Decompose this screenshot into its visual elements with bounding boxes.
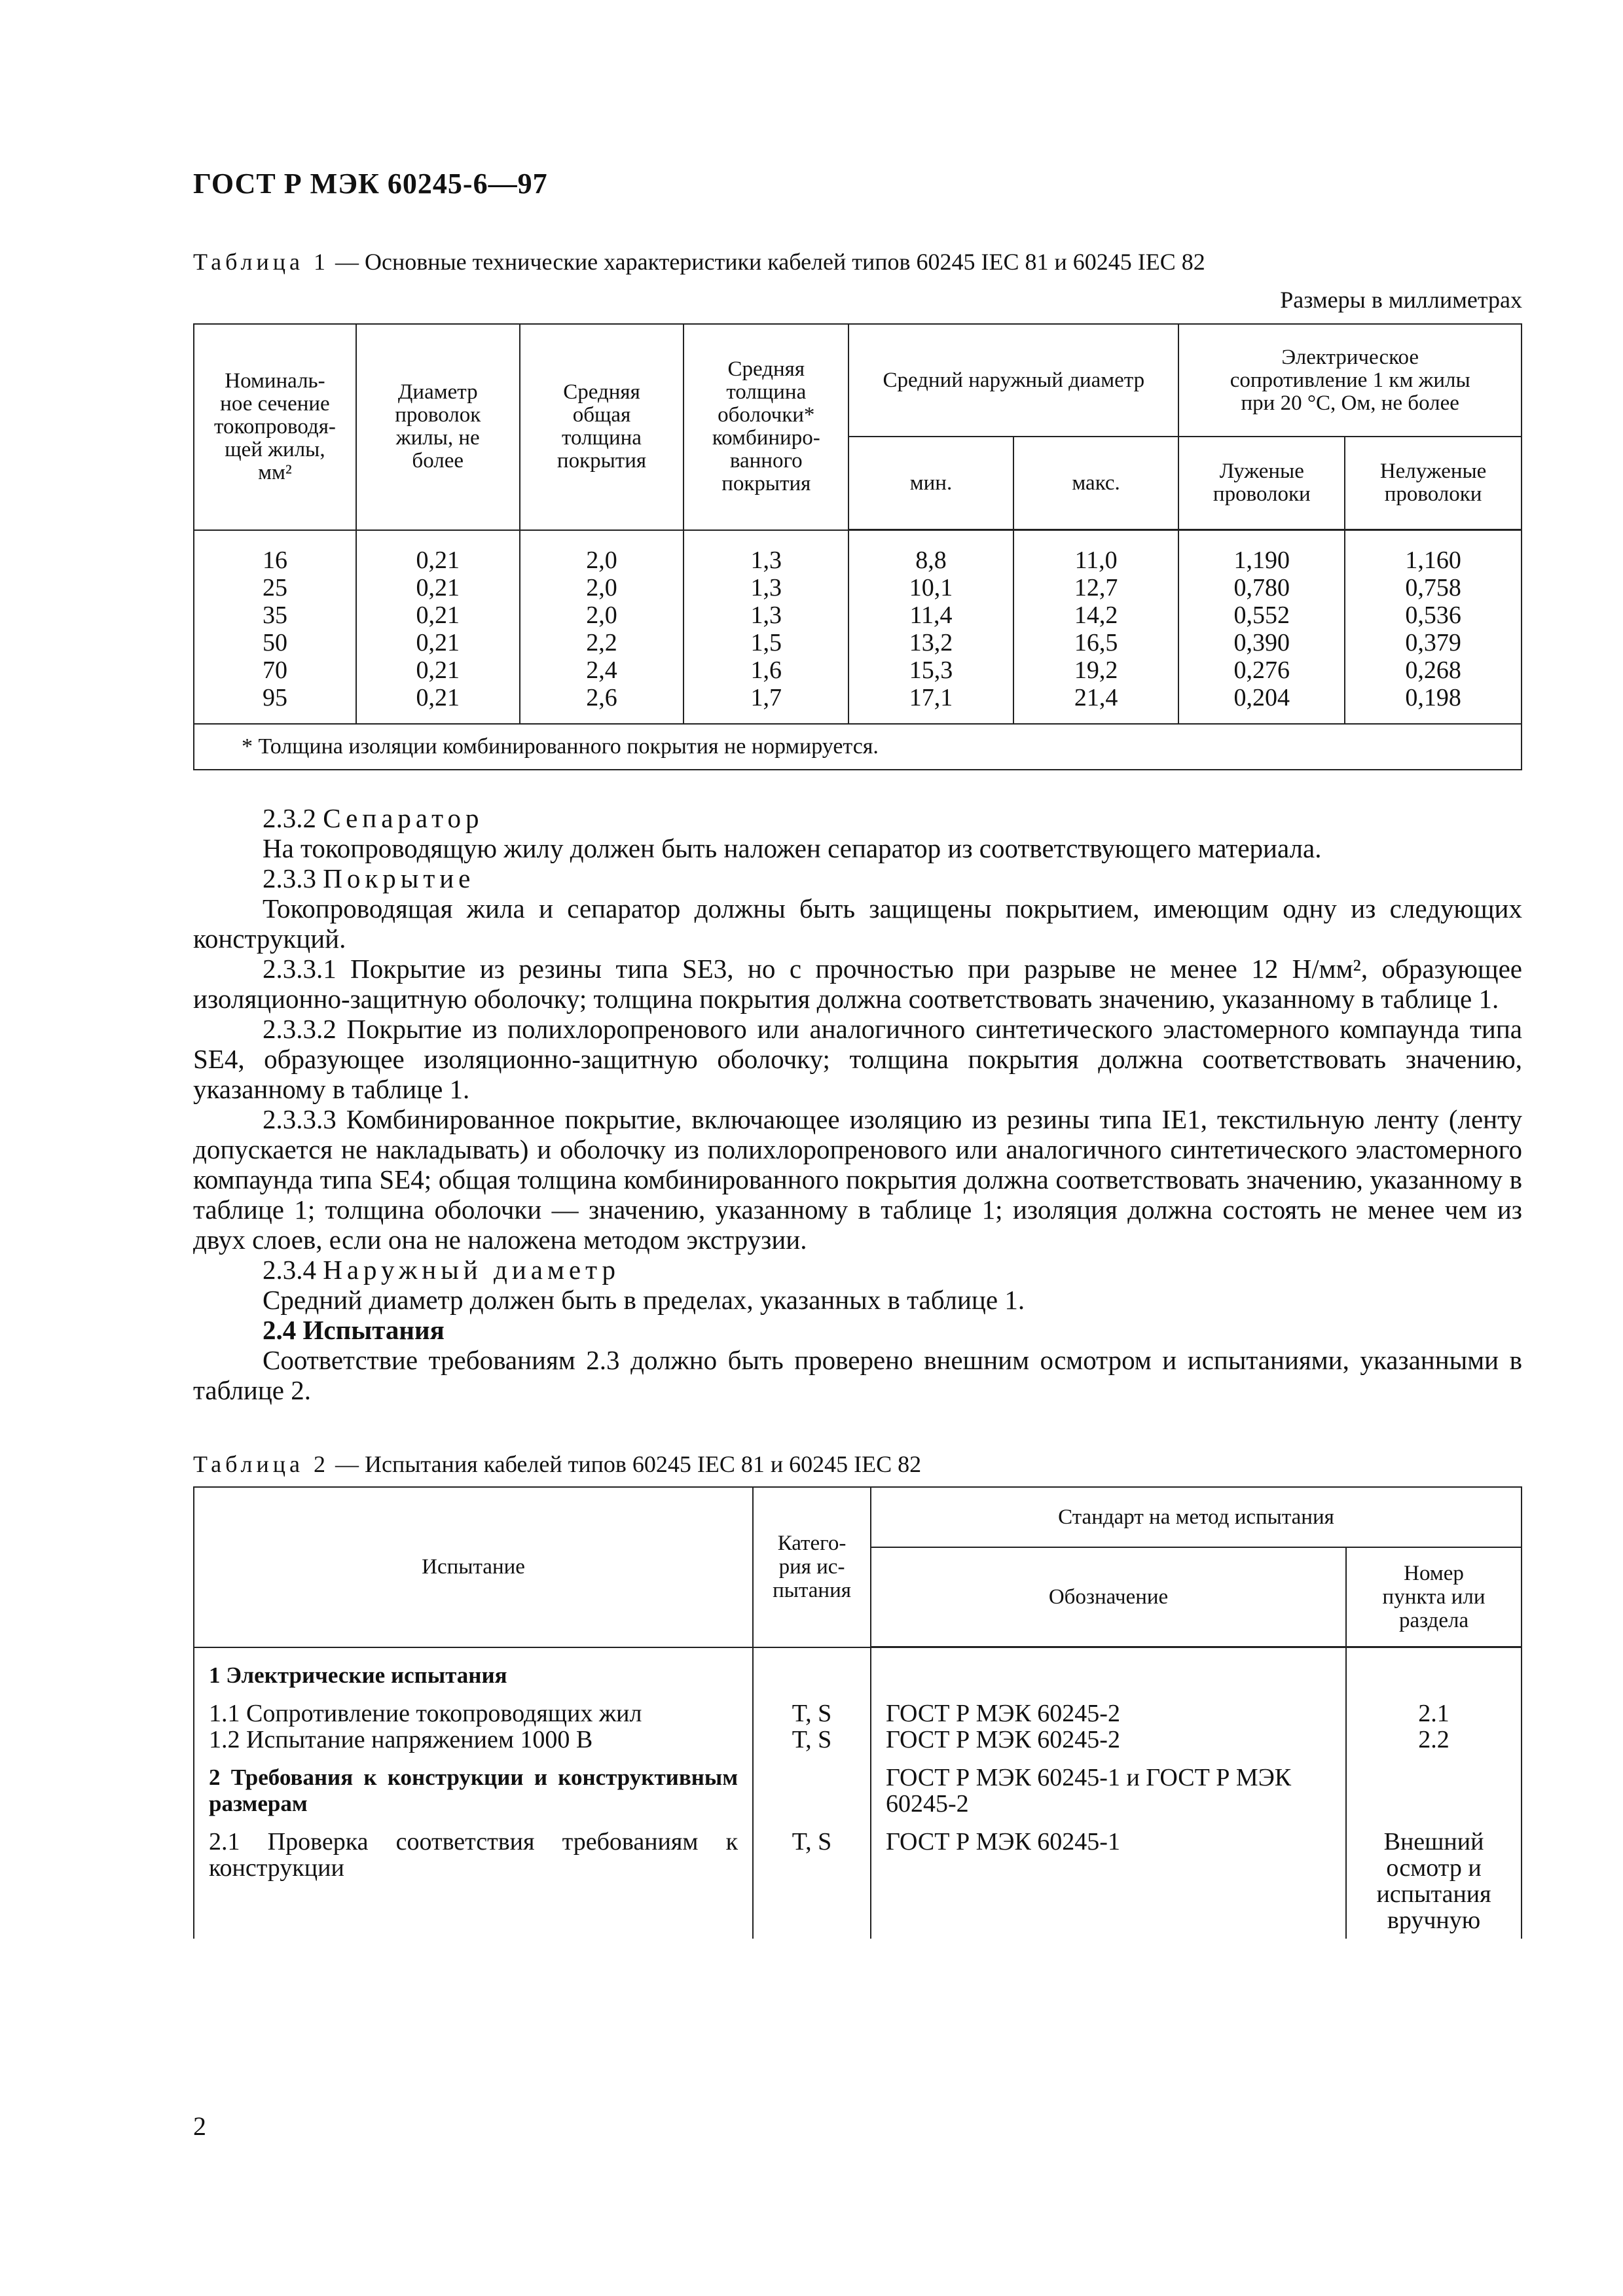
table-cell: 25 xyxy=(194,574,356,601)
table-row xyxy=(194,684,1522,724)
table-cell: 2,0 xyxy=(520,601,684,629)
table-cell: 11,4 xyxy=(848,601,1013,629)
table-cell: 0,21 xyxy=(356,629,520,656)
table-cell: 70 xyxy=(194,656,356,684)
table-cell: 17,1 xyxy=(848,684,1013,724)
table-row xyxy=(194,1700,1522,1727)
category-2-1: T, S xyxy=(753,1829,871,1939)
table-cell: 0,552 xyxy=(1178,601,1345,629)
table-cell: 0,204 xyxy=(1178,684,1345,724)
table-cell: 35 xyxy=(194,601,356,629)
section-2-4-text: Соответствие требованиям 2.3 должно быть проверено внешним осмотром и испытаниями, указанными в таблице 2. xyxy=(193,1345,1522,1405)
table-cell: 2,4 xyxy=(520,656,684,684)
table-cell: 0,21 xyxy=(356,684,520,724)
section-number: 2.3.3 xyxy=(263,863,316,893)
test-2-1: 2.1 Проверка соответствия требованиям к конструкции xyxy=(194,1829,753,1939)
table-cell xyxy=(753,1647,871,1700)
table1-caption xyxy=(193,247,1522,276)
table-cell: 21,4 xyxy=(1013,684,1179,724)
table-cell: 0,276 xyxy=(1178,656,1345,684)
table-row xyxy=(194,1765,1522,1829)
table-cell: 0,780 xyxy=(1178,574,1345,601)
table2-caption-text: — Испытания кабелей типов 60245 IEC 81 и 60245 IEC 82 xyxy=(329,1451,922,1477)
table-cell: 2,0 xyxy=(520,530,684,575)
table-cell: 0,21 xyxy=(356,574,520,601)
section-2-3-3-heading xyxy=(193,863,1522,893)
table2-caption-prefix: Таблица 2 xyxy=(193,1451,329,1477)
table1-footnote: * Толщина изоляции комбинированного покрытия не нормируется. xyxy=(194,724,1522,770)
header-avg-coating-thickness: Средняя общая толщина покрытия xyxy=(520,324,684,530)
test-1-2: 1.2 Испытание напряжением 1000 В xyxy=(194,1727,753,1765)
header-nominal-section: Номиналь- ное сечение токопроводя- щей жилы, мм² xyxy=(194,324,356,530)
header-test-category: Катего- рия ис- пытания xyxy=(753,1487,871,1647)
section-2-title: 2 Требования к конструкции и конструктивным размерам xyxy=(194,1765,753,1829)
section-2-3-2-heading xyxy=(193,803,1522,833)
standard-1-2: ГОСТ Р МЭК 60245-2 xyxy=(871,1727,1346,1765)
table-cell: 2,0 xyxy=(520,574,684,601)
section-2-3-4-text: Средний диаметр должен быть в пределах, указанных в таблице 1. xyxy=(263,1285,1025,1315)
section-title: Сепаратор xyxy=(323,803,484,833)
clause-2-1: Внешний осмотр и испытания вручную xyxy=(1346,1829,1522,1939)
document-code: ГОСТ Р МЭК 60245-6—97 xyxy=(193,168,548,200)
section-2-3-3-3-text: 2.3.3.3 Комбинированное покрытие, включающее изоляцию из резины типа IE1, текстильную ленту (ленту допускается не накладывать) и оболочку из полихлоропренового или аналогичного синтетического эластомерного компаунда типа SE4; общая толщина комбинированного покрытия должна соответствовать значению, указанному в таблице 1; толщина оболочки — значению, указанному в таблице 1; изоляция должна состоять не менее чем из двух слоев, если она не наложена методом экструзии. xyxy=(193,1104,1522,1255)
table-cell xyxy=(871,1647,1346,1700)
clause-1-1: 2.1 xyxy=(1346,1700,1522,1727)
table-cell: 0,536 xyxy=(1345,601,1522,629)
section-number: 2.3.4 xyxy=(263,1255,316,1285)
section-number: 2.3.2 xyxy=(263,803,316,833)
table-cell xyxy=(1346,1647,1522,1700)
table-cell: 14,2 xyxy=(1013,601,1179,629)
table-cell: 1,3 xyxy=(684,601,848,629)
header-untinned-wires: Нелуженые проволоки xyxy=(1345,437,1522,530)
table-cell: 0,21 xyxy=(356,530,520,575)
header-max: макс. xyxy=(1013,437,1179,530)
table-cell: 0,198 xyxy=(1345,684,1522,724)
table-cell: 2,2 xyxy=(520,629,684,656)
section-2-3-3-text: Токопроводящая жила и сепаратор должны быть защищены покрытием, имеющим одну из следующих конструкций. xyxy=(193,893,1522,954)
table1-caption-prefix: Таблица 1 xyxy=(193,249,329,275)
header-min: мин. xyxy=(848,437,1013,530)
table-row xyxy=(194,1829,1522,1939)
table-cell xyxy=(753,1765,871,1829)
section-2-3-2-text: На токопроводящую жилу должен быть наложен сепаратор из соответствующего материала. xyxy=(263,833,1322,863)
header-test-method-standard: Стандарт на метод испытания xyxy=(871,1487,1522,1547)
table-cell: 1,190 xyxy=(1178,530,1345,575)
table1-units-note: Размеры в миллиметрах xyxy=(1280,287,1522,313)
page-number: 2 xyxy=(193,2111,206,2141)
table-cell: 0,758 xyxy=(1345,574,1522,601)
standard-1-1: ГОСТ Р МЭК 60245-2 xyxy=(871,1700,1346,1727)
table-cell: 1,6 xyxy=(684,656,848,684)
table1-cable-characteristics xyxy=(193,323,1522,770)
standard-2-1: ГОСТ Р МЭК 60245-1 xyxy=(871,1829,1346,1939)
table-cell: 1,3 xyxy=(684,530,848,575)
section-2-4-heading: 2.4 Испытания xyxy=(263,1315,445,1345)
section-title: Наружный диаметр xyxy=(323,1255,621,1285)
table-row xyxy=(194,656,1522,684)
header-avg-sheath-thickness: Средняя толщина оболочки* комбиниро- ванного покрытия xyxy=(684,324,848,530)
table-cell: 95 xyxy=(194,684,356,724)
table-cell xyxy=(1346,1765,1522,1829)
category-1-2: T, S xyxy=(753,1727,871,1765)
category-1-1: T, S xyxy=(753,1700,871,1727)
table2-cable-tests xyxy=(193,1486,1522,1939)
table-row xyxy=(194,530,1522,575)
table-cell: 0,390 xyxy=(1178,629,1345,656)
table-cell: 50 xyxy=(194,629,356,656)
section-title: Покрытие xyxy=(323,863,475,893)
table-cell: 10,1 xyxy=(848,574,1013,601)
header-test: Испытание xyxy=(194,1487,753,1647)
table-cell: 0,268 xyxy=(1345,656,1522,684)
document-page xyxy=(193,167,1522,1939)
table-cell: 15,3 xyxy=(848,656,1013,684)
table-row xyxy=(194,601,1522,629)
table-cell: 0,379 xyxy=(1345,629,1522,656)
table2-caption xyxy=(193,1450,1522,1479)
body-text xyxy=(193,803,1522,1405)
table-row xyxy=(194,1727,1522,1765)
table1-caption-text: — Основные технические характеристики кабелей типов 60245 IEC 81 и 60245 IEC 82 xyxy=(329,249,1205,275)
table-cell: 16 xyxy=(194,530,356,575)
header-designation: Обозначение xyxy=(871,1547,1346,1647)
header-tinned-wires: Луженые проволоки xyxy=(1178,437,1345,530)
table-cell: 19,2 xyxy=(1013,656,1179,684)
section-2-3-3-2-text: 2.3.3.2 Покрытие из полихлоропренового или аналогичного синтетического эластомерного компаунда типа SE4, образующее изоляционно-защитную оболочку; толщина покрытия должна соответствовать значению, указанному в таблице 1. xyxy=(193,1014,1522,1104)
table-cell: 12,7 xyxy=(1013,574,1179,601)
table-cell: 8,8 xyxy=(848,530,1013,575)
table-row xyxy=(194,1647,1522,1700)
table-cell: 11,0 xyxy=(1013,530,1179,575)
table-cell: 2,6 xyxy=(520,684,684,724)
header-wire-diameter: Диаметр проволок жилы, не более xyxy=(356,324,520,530)
header-outer-diameter: Средний наружный диаметр xyxy=(848,324,1178,437)
table-row xyxy=(194,574,1522,601)
table-cell: 13,2 xyxy=(848,629,1013,656)
table-row xyxy=(194,629,1522,656)
section-1-title: 1 Электрические испытания xyxy=(194,1647,753,1700)
header-resistance: Электрическое сопротивление 1 км жилы при 20 °С, Ом, не более xyxy=(1178,324,1522,437)
clause-1-2: 2.2 xyxy=(1346,1727,1522,1765)
table-cell: 0,21 xyxy=(356,601,520,629)
table-cell: 1,5 xyxy=(684,629,848,656)
header-clause-number: Номер пункта или раздела xyxy=(1346,1547,1522,1647)
table-cell: 1,7 xyxy=(684,684,848,724)
table-cell: 1,3 xyxy=(684,574,848,601)
section-2-3-3-1-text: 2.3.3.1 Покрытие из резины типа SE3, но с прочностью при разрыве не менее 12 Н/мм², образующее изоляционно-защитную оболочку; толщина покрытия должна соответствовать значению, указанному в таблице 1. xyxy=(193,954,1522,1014)
table-cell: 1,160 xyxy=(1345,530,1522,575)
table-cell: 0,21 xyxy=(356,656,520,684)
section-2-standard: ГОСТ Р МЭК 60245-1 и ГОСТ Р МЭК 60245-2 xyxy=(871,1765,1346,1829)
section-2-3-4-heading xyxy=(193,1255,1522,1285)
test-1-1: 1.1 Сопротивление токопроводящих жил xyxy=(194,1700,753,1727)
table-cell: 16,5 xyxy=(1013,629,1179,656)
